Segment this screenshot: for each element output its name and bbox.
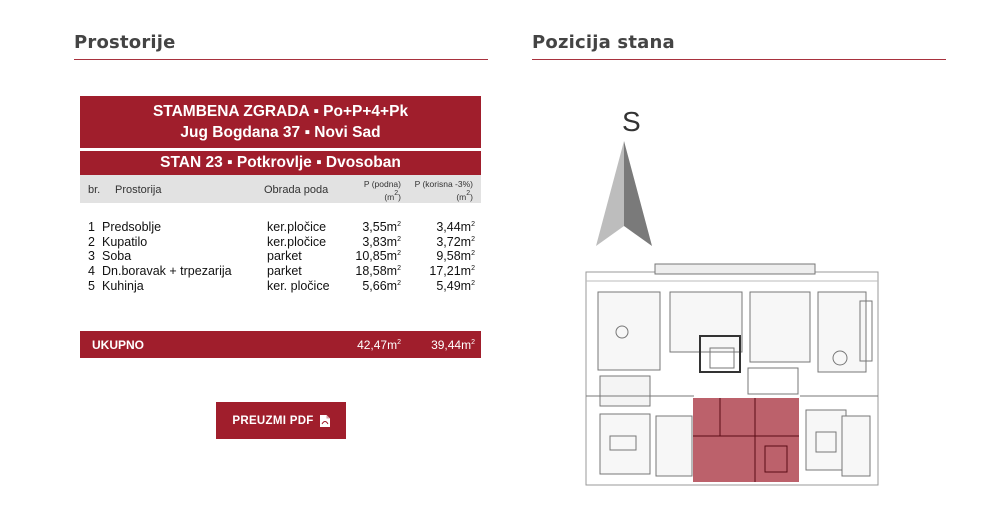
usable-area-text: 3,44m	[436, 220, 472, 234]
usable-area-text: 9,58m	[436, 249, 472, 263]
floor-finish-text: ker.pločice	[267, 220, 327, 234]
unit-text: (m	[456, 192, 467, 202]
floor-area: $3,83m^2$	[362, 235, 401, 249]
total-label: UKUPNO	[92, 338, 145, 352]
room-number	[88, 279, 95, 293]
floor-area: $5,66m^2$	[362, 279, 401, 293]
total-usable-value: 39,44m	[431, 338, 472, 352]
floor-finish	[267, 279, 330, 293]
room-number-text: 3	[88, 249, 95, 263]
apartment-highlight	[693, 398, 799, 482]
floor-finish	[267, 235, 326, 249]
section-divider	[74, 59, 488, 60]
floor-finish-text: ker.pločice	[267, 235, 327, 249]
col-area-floor-unit: $(m^2)$	[384, 190, 401, 202]
usable-area: $9,58m^2$	[436, 249, 475, 263]
apartment-title: STAN 23 ▪ Potkrovlje ▪ Dvosoban	[80, 151, 481, 175]
table-row	[80, 279, 481, 294]
table-row	[80, 220, 481, 235]
floor-finish-text: ker. pločice	[267, 279, 330, 293]
floor-area: $10,85m^2$	[355, 249, 401, 263]
total-floor-area: $42,47m^2$	[357, 338, 401, 352]
north-arrow-icon	[596, 141, 652, 246]
section-title-rooms: Prostorije	[74, 32, 176, 53]
download-pdf-button[interactable]	[216, 402, 346, 439]
room-name	[102, 235, 147, 249]
download-pdf-label: PREUZMI PDF	[232, 414, 314, 427]
section-divider	[532, 59, 946, 60]
building-header	[80, 96, 481, 148]
col-area-floor-header	[364, 179, 401, 202]
room-name	[102, 279, 144, 293]
room-number	[88, 249, 95, 263]
room-number	[88, 235, 95, 249]
usable-area: $5,49m^2$	[436, 279, 475, 293]
usable-area: $17,21m^2$	[429, 264, 475, 278]
floor-finish-text: parket	[267, 249, 302, 263]
room-name-text: Dn.boravak + trpezarija	[102, 264, 232, 278]
room-name	[102, 249, 131, 263]
usable-area-text: 17,21m	[429, 264, 472, 278]
room-list	[80, 203, 481, 303]
floor-finish-text: parket	[267, 264, 302, 278]
room-number-text: 2	[88, 235, 95, 249]
unit-text: (m	[384, 192, 395, 202]
total-row	[80, 331, 481, 358]
building-address: Jug Bogdana 37 ▪ Novi Sad	[180, 124, 381, 141]
col-area-usable-unit: $(m^2)$	[456, 190, 473, 202]
usable-area-text: 3,72m	[436, 235, 472, 249]
usable-area: $3,44m^2$	[436, 220, 475, 234]
total-usable-area: $39,44m^2$	[431, 338, 475, 352]
apartment-position-plan	[560, 96, 960, 496]
col-area-usable-label: P (korisna -3%)	[414, 179, 473, 189]
room-name-text: Soba	[102, 249, 132, 263]
room-number	[88, 264, 95, 278]
floor-finish	[267, 249, 302, 263]
col-room-header: Prostorija	[115, 184, 162, 196]
floor-area-text: 10,85m	[355, 249, 398, 263]
col-no-header: br.	[88, 184, 101, 196]
usable-area-text: 5,49m	[436, 279, 472, 293]
floor-area-text: 3,83m	[362, 235, 398, 249]
floor-finish	[267, 264, 302, 278]
table-row	[80, 249, 481, 264]
room-number-text: 4	[88, 264, 95, 278]
floor-area-text: 3,55m	[362, 220, 398, 234]
north-label: S	[622, 106, 641, 137]
pdf-file-icon	[320, 415, 330, 427]
room-name-text: Kuhinja	[102, 279, 144, 293]
building-name: STAMBENA ZGRADA ▪ Po+P+4+Pk	[152, 103, 409, 120]
col-finish-header: Obrada poda	[264, 184, 329, 196]
room-schedule-card	[80, 96, 481, 303]
usable-area: $3,72m^2$	[436, 235, 475, 249]
col-area-usable-header	[415, 179, 473, 202]
room-name	[102, 220, 161, 234]
total-floor-value: 42,47m	[357, 338, 398, 352]
room-number-text: 1	[88, 220, 95, 234]
col-area-floor-label: P (podna)	[363, 179, 401, 189]
floor-area-text: 5,66m	[362, 279, 398, 293]
floor-finish	[267, 220, 326, 234]
floor-area: $18,58m^2$	[355, 264, 401, 278]
room-name	[102, 264, 232, 278]
floor-area: $3,55m^2$	[362, 220, 401, 234]
table-row	[80, 235, 481, 250]
table-row	[80, 264, 481, 279]
table-header	[80, 175, 481, 203]
floor-area-text: 18,58m	[355, 264, 398, 278]
room-number	[88, 220, 95, 234]
room-name-text: Kupatilo	[102, 235, 148, 249]
room-number-text: 5	[88, 279, 95, 293]
section-title-position: Pozicija stana	[532, 32, 675, 53]
room-name-text: Predsoblje	[102, 220, 162, 234]
